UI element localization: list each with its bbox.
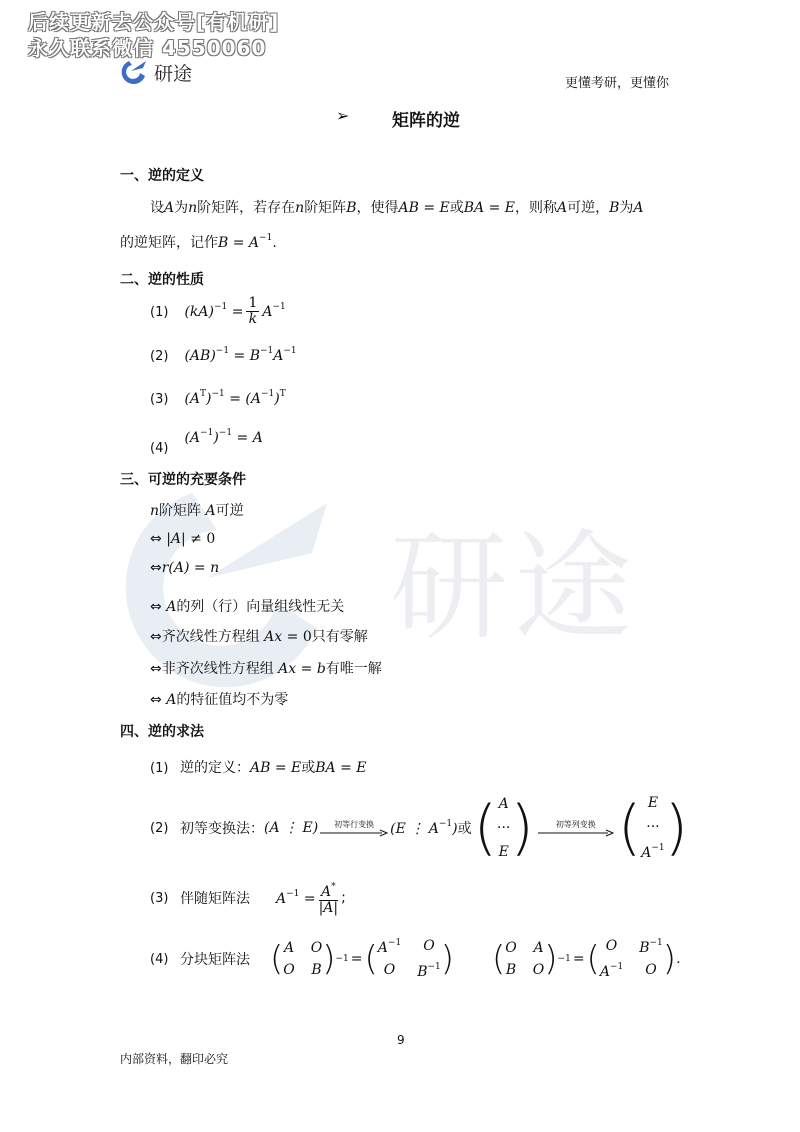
property-3: (3) $(A^T)^{-1} = (A^{-1})^T$ [150, 389, 286, 407]
page-title: 矩阵的逆 [392, 111, 460, 131]
footer-note: 内部资料，翻印必究 [120, 1052, 229, 1066]
method-2-elementary: (2) 初等变换法： (A ⋮ E) 初等行变换 (E ⋮ $A^{-1}$) 或 ( A ··· E ) 初等列变换 ( E ··· $A^{-1}$ ) [150, 793, 689, 863]
property-1: (1) (kA)$^{-1}$ = $\frac{1}{k}$ $A^{-1}$ [150, 295, 286, 327]
property-2: (2) $(AB)^{-1} = B^{-1}A^{-1}$ [150, 346, 297, 364]
condition-3: ⇔r(A) = n [150, 560, 220, 576]
section-heading-properties: 二、逆的性质 [120, 272, 204, 288]
method-3-adjugate: (3) 伴随矩阵法 $A^{-1}$ = $\frac{A^*}{|A|}$ ; [150, 882, 346, 916]
watermark-background-text: 研途 [390, 518, 639, 656]
section-heading-conditions: 三、可逆的充要条件 [120, 472, 246, 488]
method-1-definition: (1) 逆的定义：AB = E或BA = E [150, 760, 367, 776]
condition-5: ⇔齐次线性方程组 Ax = 0只有零解 [150, 629, 368, 645]
column-transform-arrow: 初等列变换 [538, 820, 614, 837]
definition-paragraph-1: 设A为n阶矩阵，若存在n阶矩阵B，使得AB = E或BA = E，则称A可逆，B为A [150, 200, 644, 216]
watermark-line-1: 后续更新去公众号[有机研] [28, 10, 280, 34]
definition-paragraph-2: 的逆矩阵，记作$B = A^{-1}$. [120, 233, 277, 251]
row-transform-arrow: 初等行变换 [320, 820, 388, 837]
section-heading-methods: 四、逆的求法 [120, 724, 204, 740]
logo-icon [120, 58, 148, 86]
page-number: 9 [397, 1033, 405, 1047]
method-4-block: (4) 分块矩阵法 ( A O O B ) −1 = ( $A^{-1}$ O O $B^{-1}$ ) ( O A B O ) −1 = ( O $B^{-1}$ $A^{-1}$ O ) . [150, 938, 681, 980]
condition-1: n阶矩阵 A可逆 [150, 503, 244, 519]
section-heading-definition: 一、逆的定义 [120, 168, 204, 184]
condition-6: ⇔非齐次线性方程组 Ax = b有唯一解 [150, 661, 382, 677]
header-logo [120, 58, 192, 86]
property-4: (4) $(A^{-1})^{-1} = A$ [150, 428, 263, 456]
watermark-line-2: 永久联系微信 4550060 [28, 36, 267, 60]
logo-text: 研途 [154, 62, 193, 85]
condition-2: ⇔ |A| ≠ 0 [150, 531, 216, 547]
header-slogan: 更懂考研，更懂你 [565, 76, 670, 91]
title-bullet: ➢ [336, 106, 350, 125]
condition-7: ⇔ A的特征值均不为零 [150, 692, 289, 708]
condition-4: ⇔ A的列（行）向量组线性无关 [150, 599, 345, 615]
